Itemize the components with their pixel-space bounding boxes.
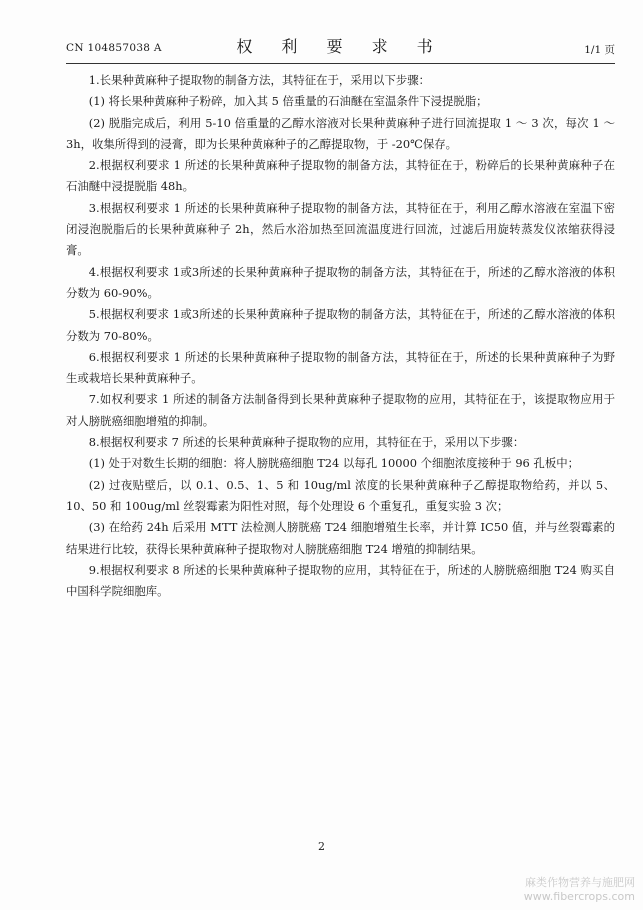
claim-9: 9.根据权利要求 8 所述的长果种黄麻种子提取物的应用，其特征在于，所述的人膀胱癌细胞 T24 购买自中国科学院细胞库。 [66,562,615,599]
header-divider [66,63,615,64]
page-number: 2 [318,840,325,853]
claim-8: 8.根据权利要求 7 所述的长果种黄麻种子提取物的应用，其特征在于，采用以下步骤： [88,435,525,450]
claim-5: 5.根据权利要求 1或3所述的长果种黄麻种子提取物的制备方法，其特征在于，所述的乙醇水溶液的体积分数为 70-80%。 [66,307,615,343]
claim-8-step-2: (2) 过夜贴壁后，以 0.1、0.5、1、5 和 10ug/ml 浓度的长果种黄麻种子乙醇提取物给药，并以 5、10、50 和 100ug/ml 丝裂霉素为阳性对照，每个处理设 6 个重复孔，重复实验 3 次； [66,477,615,513]
claim-7: 7.如权利要求 1 所述的制备方法制备得到长果种黄麻种子提取物的应用，其特征在于，该提取物应用于对人膀胱癌细胞增殖的抑制。 [66,392,615,428]
watermark [524,876,635,904]
claims-body [66,70,615,602]
claim-1: 1.长果种黄麻种子提取物的制备方法，其特征在于，采用以下步骤： [88,73,430,87]
claim-3: 3.根据权利要求 1 所述的长果种黄麻种子提取物的制备方法，其特征在于，利用乙醇水溶液在室温下密闭浸泡脱脂后的长果种黄麻种子 2h，然后水浴加热至回流温度进行回流，过滤后用旋转蒸发仪浓缩获得浸膏。 [66,200,615,258]
watermark-site-name: 麻类作物营养与施肥网 [525,876,635,889]
claim-4: 4.根据权利要求 1或3所述的长果种黄麻种子提取物的制备方法，其特征在于，所述的乙醇水溶液的体积分数为 60-90%。 [66,264,615,300]
page-indicator: 1/1 页 [584,44,615,56]
claim-8-step-3: (3) 在给药 24h 后采用 MTT 法检测人膀胱癌 T24 细胞增殖生长率，并计算 IC50 值，并与丝裂霉素的结果进行比较，获得长果种黄麻种子提取物对人膀胱癌细胞 T24 增殖的抑制结果。 [66,520,615,556]
patent-number: CN 104857038 A [66,42,162,54]
page-header [66,34,615,60]
claim-6: 6.根据权利要求 1 所述的长果种黄麻种子提取物的制备方法，其特征在于，所述的长果种黄麻种子为野生或栽培长果种黄麻种子。 [66,349,615,386]
claim-1-step-1: (1) 将长果种黄麻种子粉碎，加入其 5 倍重量的石油醚在室温条件下浸提脱脂； [88,94,488,109]
claim-8-step-1: (1) 处于对数生长期的细胞：将人膀胱癌细胞 T24 以每孔 10000 个细胞浓度接种于 96 孔板中； [88,456,579,471]
document-title: 权 利 要 求 书 [236,37,445,56]
watermark-url: www.fibercrops.com [523,890,635,903]
claim-2: 2.根据权利要求 1 所述的长果种黄麻种子提取物的制备方法，其特征在于，粉碎后的长果种黄麻种子在石油醚中浸提脱脂 48h。 [66,158,615,194]
claim-1-step-2: (2) 脱脂完成后，利用 5-10 倍重量的乙醇水溶液对长果种黄麻种子进行回流提取 1 ～ 3 次，每次 1 ～ 3h，收集所得到的浸膏，即为长果种黄麻种子的乙醇提取物，于 -20℃保存。 [66,115,615,151]
